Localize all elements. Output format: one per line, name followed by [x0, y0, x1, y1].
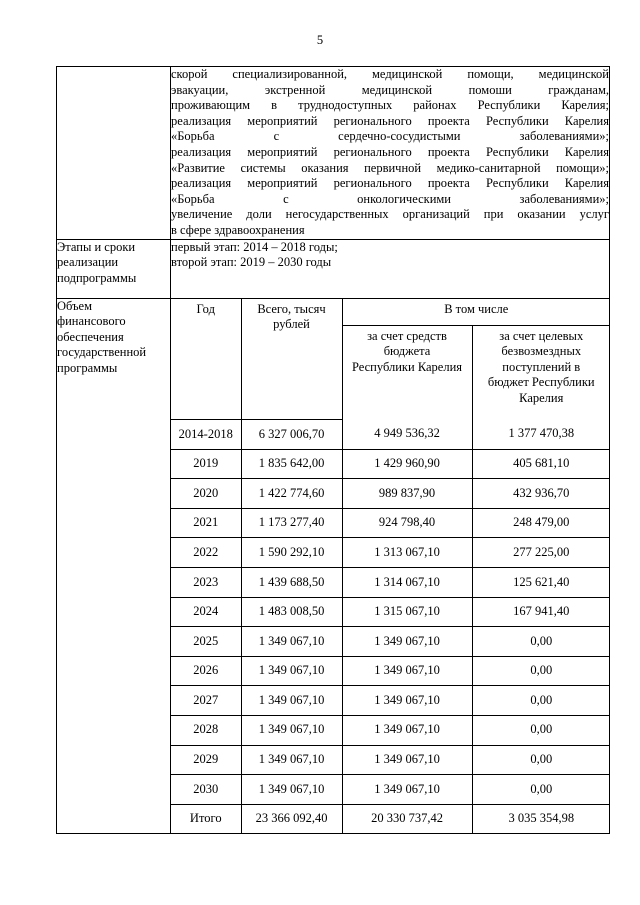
financing-data-row [171, 597, 610, 627]
header-budget-line: за счет средств [367, 328, 447, 343]
header-targeted-line: Карелия [519, 390, 564, 405]
cell-year: 2028 [171, 715, 241, 745]
financing-label-line: Объем [57, 298, 92, 313]
cell-year: 2024 [171, 597, 241, 627]
financing-header-row [171, 299, 610, 326]
header-total-line: Всего, тысяч [257, 301, 326, 316]
financing-table-cell [171, 298, 610, 834]
goals-text-line: проживающим в труднодоступных районах Республики Карелия; [171, 98, 609, 113]
financing-label-line: государственной [57, 345, 147, 360]
goals-row [57, 67, 610, 240]
financing-data-row [171, 804, 610, 833]
stage-second: второй этап: 2019 – 2030 годы [171, 255, 332, 270]
cell-budget: 1 349 067,10 [342, 745, 472, 775]
header-targeted-line: за счет целевых [499, 328, 584, 343]
financing-data-row [171, 775, 610, 805]
cell-year: 2026 [171, 656, 241, 686]
cell-total: 1 349 067,10 [241, 627, 342, 657]
financing-data-row [171, 715, 610, 745]
goals-text-line: в сфере здравоохранения [171, 222, 305, 237]
header-year: Год [171, 299, 241, 420]
financing-data-row [171, 568, 610, 598]
cell-budget: 1 314 067,10 [342, 568, 472, 598]
cell-targeted: 0,00 [472, 627, 610, 657]
cell-budget: 4 949 536,32 [342, 420, 472, 450]
header-including: В том числе [342, 299, 610, 326]
stage-first: первый этап: 2014 – 2018 годы; [171, 239, 338, 254]
header-targeted-line: безвозмездных [501, 344, 582, 359]
cell-targeted: 1 377 470,38 [472, 420, 610, 450]
stages-label-line: реализации [57, 255, 119, 270]
cell-budget: 1 349 067,10 [342, 686, 472, 716]
header-targeted-line: поступлений в [502, 359, 581, 374]
goals-text-line: «Борьба с сердечно-сосудистыми заболеваниями»; [171, 129, 609, 144]
cell-year: 2030 [171, 775, 241, 805]
cell-total: 1 349 067,10 [241, 686, 342, 716]
financing-data-row [171, 479, 610, 509]
cell-total: 1 173 277,40 [241, 508, 342, 538]
cell-year: 2019 [171, 449, 241, 479]
cell-targeted: 432 936,70 [472, 479, 610, 509]
cell-year: 2022 [171, 538, 241, 568]
cell-year: 2029 [171, 745, 241, 775]
cell-budget: 989 837,90 [342, 479, 472, 509]
financing-data-row [171, 656, 610, 686]
goals-text-line: реализация мероприятий регионального проекта Республики Карелия [171, 176, 609, 191]
financing-table [171, 299, 610, 834]
cell-budget: 1 313 067,10 [342, 538, 472, 568]
cell-total: 1 349 067,10 [241, 715, 342, 745]
cell-targeted: 0,00 [472, 686, 610, 716]
stages-label-line: Этапы и сроки [57, 239, 136, 254]
cell-year: 2025 [171, 627, 241, 657]
stages-label-line: подпрограммы [57, 270, 137, 285]
cell-targeted: 3 035 354,98 [472, 804, 610, 833]
cell-targeted: 277 225,00 [472, 538, 610, 568]
cell-targeted: 0,00 [472, 745, 610, 775]
financing-data-row [171, 420, 610, 450]
page-number: 5 [316, 33, 324, 47]
cell-total: 23 366 092,40 [241, 804, 342, 833]
header-total [241, 299, 342, 420]
cell-year: 2020 [171, 479, 241, 509]
goals-text-line: эвакуации, экстренной медицинской помоши гражданам, [171, 82, 609, 97]
cell-total: 1 349 067,10 [241, 656, 342, 686]
goals-text-cell [171, 67, 610, 240]
cell-targeted: 125 621,40 [472, 568, 610, 598]
header-total-line: рублей [273, 317, 310, 332]
cell-total: 1 483 008,50 [241, 597, 342, 627]
cell-year: 2021 [171, 508, 241, 538]
header-targeted [472, 325, 610, 420]
cell-budget: 20 330 737,42 [342, 804, 472, 833]
goals-label-cell [57, 67, 171, 240]
cell-budget: 1 349 067,10 [342, 656, 472, 686]
stages-label [57, 239, 171, 298]
header-targeted-line: бюджет Республики [487, 375, 595, 390]
financing-data-row [171, 449, 610, 479]
cell-targeted: 0,00 [472, 715, 610, 745]
goals-text-line: скорой специализированной, медицинской помощи, медицинской [171, 67, 609, 81]
goals-text-line: увеличение доли негосударственных организаций при оказании услуг [171, 207, 609, 222]
cell-budget: 1 315 067,10 [342, 597, 472, 627]
goals-text-line: реализация мероприятий регионального проекта Республики Карелия [171, 113, 609, 128]
cell-total: 1 349 067,10 [241, 745, 342, 775]
cell-targeted: 0,00 [472, 656, 610, 686]
cell-budget: 1 349 067,10 [342, 775, 472, 805]
cell-targeted: 248 479,00 [472, 508, 610, 538]
financing-label-line: программы [57, 360, 118, 375]
cell-year: 2014-2018 [171, 420, 241, 450]
financing-data-row [171, 508, 610, 538]
header-budget-line: Республики Карелия [351, 359, 463, 374]
cell-total: 1 439 688,50 [241, 568, 342, 598]
financing-data-row [171, 538, 610, 568]
financing-row [57, 298, 610, 834]
cell-budget: 1 349 067,10 [342, 715, 472, 745]
cell-total: 1 590 292,10 [241, 538, 342, 568]
financing-label [57, 298, 171, 834]
cell-budget: 1 429 960,90 [342, 449, 472, 479]
cell-year: 2023 [171, 568, 241, 598]
financing-label-line: финансового [57, 314, 126, 329]
cell-budget: 1 349 067,10 [342, 627, 472, 657]
cell-total: 1 835 642,00 [241, 449, 342, 479]
financing-label-line: обеспечения [57, 329, 124, 344]
cell-total: 1 422 774,60 [241, 479, 342, 509]
cell-targeted: 0,00 [472, 775, 610, 805]
cell-total: 6 327 006,70 [241, 420, 342, 450]
cell-targeted: 167 941,40 [472, 597, 610, 627]
cell-budget: 924 798,40 [342, 508, 472, 538]
cell-targeted: 405 681,10 [472, 449, 610, 479]
cell-year: 2027 [171, 686, 241, 716]
goals-text [171, 67, 609, 239]
financing-data-row [171, 745, 610, 775]
goals-text-line: «Развитие системы оказания первичной медико-санитарной помощи»; [171, 160, 609, 175]
goals-text-line: «Борьба с онкологическими заболеваниями»; [171, 191, 609, 206]
stages-row [57, 239, 610, 298]
goals-text-line: реализация мероприятий регионального проекта Республики Карелия [171, 144, 609, 159]
stages-text [171, 239, 610, 298]
header-budget [342, 325, 472, 420]
financing-data-row [171, 627, 610, 657]
header-budget-line: бюджета [383, 344, 431, 359]
cell-total: 1 349 067,10 [241, 775, 342, 805]
financing-data-row [171, 686, 610, 716]
program-passport-table [56, 66, 610, 834]
cell-year: Итого [171, 804, 241, 833]
